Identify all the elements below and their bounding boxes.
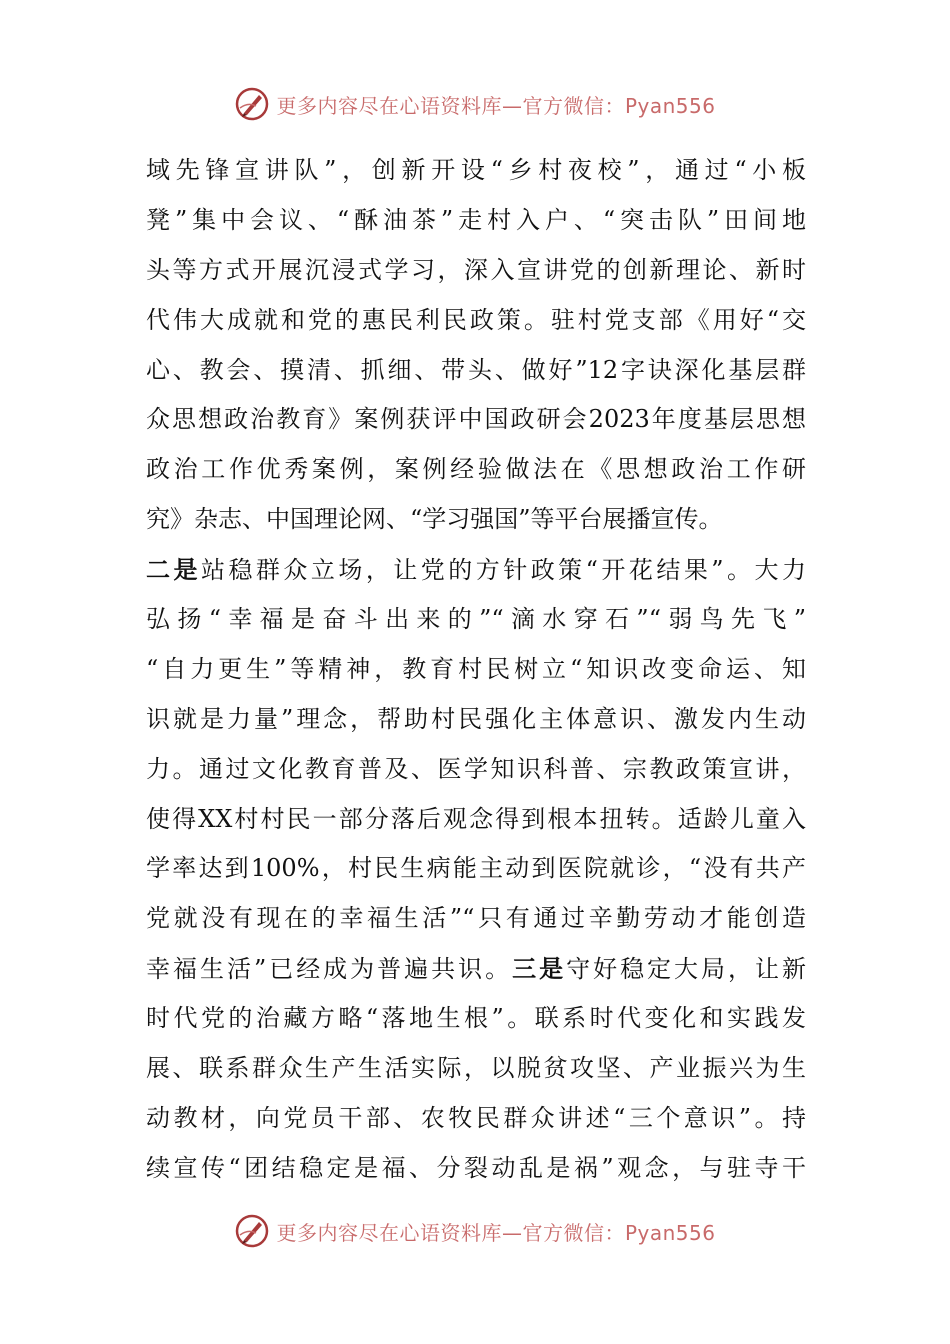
text-segment: “自力更生”等精神，教育村民树立“知识改变命运、知 bbox=[146, 654, 806, 683]
text-line bbox=[146, 495, 806, 545]
text-line bbox=[146, 445, 806, 495]
text-segment: 众思想政治教育》案例获评中国政研会2023年度基层思想 bbox=[146, 405, 806, 434]
header-banner-text: 更多内容尽在心语资料库—官方微信：Pyan556 bbox=[276, 93, 716, 118]
pen-logo-icon bbox=[234, 1213, 270, 1249]
text-line bbox=[146, 395, 806, 445]
text-line bbox=[146, 146, 806, 196]
text-line bbox=[146, 296, 806, 346]
text-line bbox=[146, 346, 806, 396]
text-line bbox=[146, 994, 806, 1044]
text-segment: 站稳群众立场，让党的方针政策“开花结果”。大力 bbox=[200, 556, 806, 585]
text-line bbox=[146, 745, 806, 795]
header-banner bbox=[0, 84, 950, 124]
text-line bbox=[146, 894, 806, 944]
text-segment: 党就没有现在的幸福生活”“只有通过辛勤劳动才能创造 bbox=[146, 904, 806, 933]
text-line bbox=[146, 695, 806, 745]
text-segment: 力。通过文化教育普及、医学知识科普、宗教政策宣讲， bbox=[146, 754, 806, 783]
pen-logo-icon bbox=[234, 86, 270, 122]
text-line bbox=[146, 1044, 806, 1094]
text-segment: 使得XX村村民一部分落后观念得到根本扭转。适龄儿童入 bbox=[146, 804, 806, 833]
text-line bbox=[146, 795, 806, 845]
text-line bbox=[146, 246, 806, 296]
bold-lead-phrase: 二是 bbox=[146, 555, 201, 585]
text-line bbox=[146, 844, 806, 894]
text-segment: 学率达到100%，村民生病能主动到医院就诊，“没有共产 bbox=[146, 854, 806, 883]
text-line bbox=[146, 1094, 806, 1144]
text-line bbox=[146, 1144, 806, 1194]
text-segment: 识就是力量”理念，帮助村民强化主体意识、激发内生动 bbox=[146, 704, 806, 733]
text-line bbox=[146, 595, 806, 645]
text-segment: 心、教会、摸清、抓细、带头、做好”12字诀深化基层群 bbox=[146, 355, 806, 384]
text-segment: 展、联系群众生产生活实际，以脱贫攻坚、产业振兴为生 bbox=[146, 1054, 806, 1083]
text-segment: 幸福生活”已经成为普遍共识。 bbox=[146, 955, 513, 984]
text-segment: 凳”集中会议、“酥油茶”走村入户、“突击队”田间地 bbox=[146, 205, 806, 234]
text-segment: 政治工作优秀案例，案例经验做法在《思想政治工作研 bbox=[146, 455, 806, 484]
text-line bbox=[146, 545, 806, 595]
text-line bbox=[146, 645, 806, 695]
text-segment: 域先锋宣讲队”，创新开设“乡村夜校”，通过“小板 bbox=[146, 156, 806, 184]
footer-banner bbox=[0, 1211, 950, 1251]
text-segment: 守好稳定大局，让新 bbox=[566, 955, 806, 984]
text-line bbox=[146, 944, 806, 994]
text-segment: 续宣传“团结稳定是福、分裂动乱是祸”观念，与驻寺干 bbox=[146, 1153, 806, 1182]
bold-lead-phrase: 三是 bbox=[512, 954, 567, 984]
text-segment: 时代党的治藏方略“落地生根”。联系时代变化和实践发 bbox=[146, 1004, 806, 1033]
text-segment: 究》杂志、中国理论网、“学习强国”等平台展播宣传。 bbox=[146, 505, 723, 534]
text-segment: 动教材，向党员干部、农牧民群众讲述“三个意识”。持 bbox=[146, 1103, 806, 1132]
document-body bbox=[146, 146, 806, 1194]
footer-banner-text: 更多内容尽在心语资料库—官方微信：Pyan556 bbox=[276, 1220, 716, 1245]
text-segment: 头等方式开展沉浸式学习，深入宣讲党的创新理论、新时 bbox=[146, 255, 806, 284]
text-segment: 代伟大成就和党的惠民利民政策。驻村党支部《用好“交 bbox=[146, 305, 806, 334]
text-line bbox=[146, 196, 806, 246]
text-segment: 弘扬“幸福是奋斗出来的”“滴水穿石”“弱鸟先飞” bbox=[146, 605, 806, 634]
